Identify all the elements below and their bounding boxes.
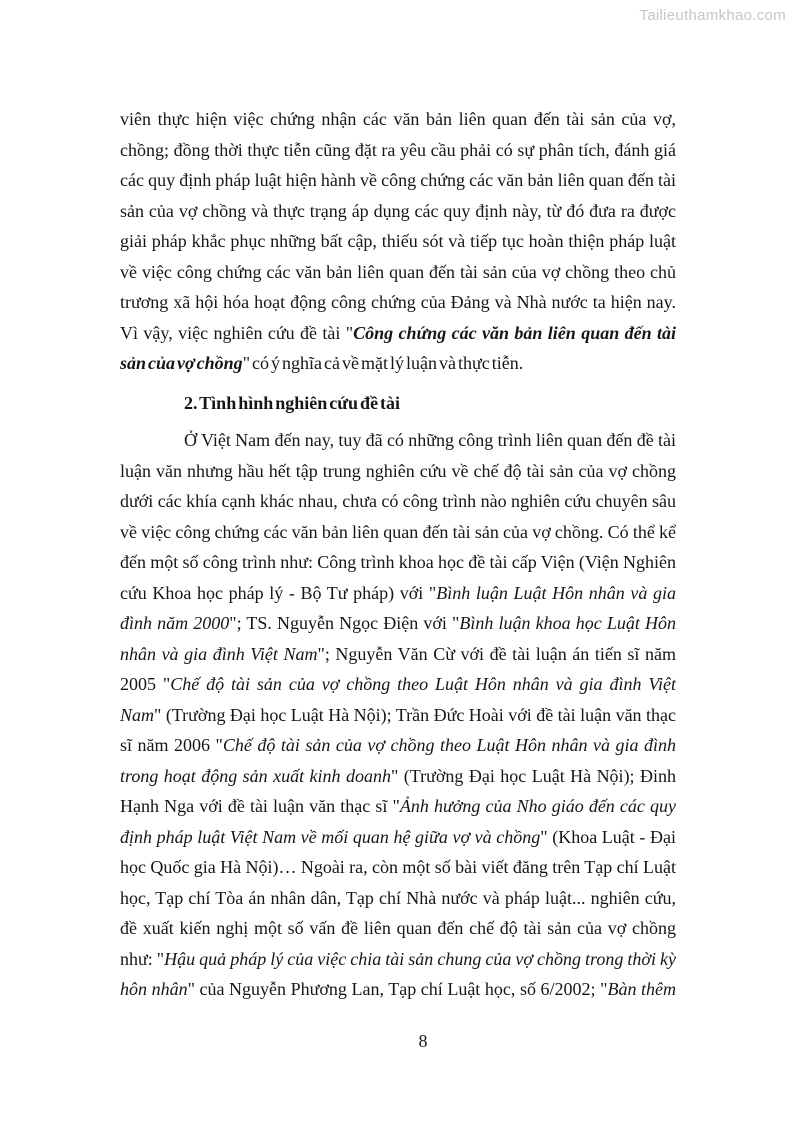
text-run: Ở Việt Nam đến nay, tuy đã có những công trình liên quan đến đề tài	[184, 430, 676, 450]
text-line	[120, 883, 676, 914]
section-heading-2	[120, 388, 676, 419]
text-run: Bàn thêm	[607, 979, 677, 999]
text-run: Công chứng các văn bản liên quan đến tài	[353, 322, 676, 343]
text-run: "; TS. Nguyễn Ngọc Điện với "	[229, 613, 460, 633]
page-number: 8	[418, 1031, 428, 1051]
text-line	[120, 517, 676, 548]
text-line	[120, 257, 676, 288]
text-line	[120, 425, 676, 456]
text-line	[120, 287, 676, 318]
text-run: luận văn nhưng hầu hết tập trung nghiên cứu về chế độ tài sản của vợ chồng	[120, 460, 676, 481]
text-run: "; Nguyễn Văn Cừ với đề tài luận án tiến sĩ năm	[317, 643, 676, 664]
text-run: sản của vợ chồng	[120, 353, 243, 373]
text-line	[120, 791, 676, 822]
text-run: Bình luận Luật Hôn nhân và gia	[436, 582, 676, 603]
text-run: trong hoạt động sản xuất kinh doanh	[120, 765, 391, 786]
text-line	[120, 486, 676, 517]
text-run: " (Trường Đại học Luật Hà Nội); Trần Đức Hoài với đề tài luận văn thạc	[154, 704, 676, 725]
text-line	[120, 165, 676, 196]
text-run: dưới các khía cạnh khác nhau, chưa có công trình nào nghiên cứu chuyên sâu	[120, 491, 676, 511]
text-line	[120, 761, 676, 792]
text-line	[120, 578, 676, 609]
text-line	[120, 913, 676, 944]
text-run: Vì vậy, việc nghiên cứu đề tài "	[120, 322, 354, 343]
text-run: Nam	[120, 704, 155, 725]
text-line	[120, 700, 676, 731]
text-line	[120, 730, 676, 761]
text-line	[120, 974, 676, 1005]
text-run: " (Khoa Luật - Đại	[540, 826, 676, 847]
text-run: " (Trường Đại học Luật Hà Nội); Đinh	[390, 765, 677, 786]
paragraph-intro	[120, 104, 676, 379]
text-run: Ảnh hưởng của Nho giáo đến các quy	[399, 796, 676, 816]
document-body	[120, 104, 676, 1005]
text-line	[120, 196, 676, 227]
text-run: Chế độ tài sản của vợ chồng theo Luật Hôn nhân và gia đình Việt	[170, 674, 676, 694]
page-footer	[0, 1031, 794, 1052]
text-run: viên thực hiện việc chứng nhận các văn bản liên quan đến tài sản của vợ,	[120, 109, 676, 129]
text-run: Hậu quả pháp lý của việc chia tài sản chung của vợ chồng trong thời kỳ	[164, 948, 676, 969]
text-run: đề xuất kiến nghị một số vấn đề liên quan đến chế độ tài sản của vợ chồng	[120, 918, 676, 938]
paragraph-literature-review	[120, 425, 676, 1005]
text-run: học, Tạp chí Tòa án nhân dân, Tạp chí Nhà nước và pháp luật... nghiên cứu,	[120, 887, 676, 908]
text-line	[120, 852, 676, 883]
text-line	[120, 348, 676, 379]
text-run: đến một số công trình như: Công trình khoa học đề tài cấp Viện (Viện Nghiên	[120, 552, 676, 572]
text-run: Bình luận khoa học Luật Hôn	[459, 613, 676, 633]
text-run: sĩ năm 2006 "	[120, 735, 223, 755]
text-line	[120, 669, 676, 700]
text-run: chồng; đồng thời thực tiễn cũng đặt ra yêu cầu phải có sự phân tích, đánh giá	[120, 139, 676, 160]
text-line	[120, 388, 676, 419]
text-run: Hạnh Nga với đề tài luận văn thạc sĩ "	[120, 796, 400, 816]
text-line	[120, 456, 676, 487]
text-run: 2. Tình hình nghiên cứu đề tài	[184, 392, 401, 413]
text-run: nhân và gia đình Việt Nam	[120, 643, 318, 664]
text-run: sản của vợ chồng và thực trạng áp dụng các quy định này, từ đó đưa ra được	[120, 200, 676, 221]
text-run: về việc công chứng các văn bản liên quan đến tài sản của vợ chồng theo chủ	[120, 261, 676, 282]
text-run: hôn nhân	[120, 979, 188, 999]
text-run: 2005 "	[120, 674, 171, 694]
text-line	[120, 822, 676, 853]
text-run: các quy định pháp luật hiện hành về công chứng các văn bản liên quan đến tài	[120, 170, 676, 190]
text-run: Chế độ tài sản của vợ chồng theo Luật Hôn nhân và gia đình	[222, 735, 676, 755]
text-run: định pháp luật Việt Nam về mối quan hệ giữa vợ và chồng	[120, 826, 541, 847]
text-run: " của Nguyễn Phương Lan, Tạp chí Luật học, số 6/2002; "	[187, 979, 608, 999]
text-run: giải pháp khắc phục những bất cập, thiếu sót và tiếp tục hoàn thiện pháp luật	[120, 231, 676, 251]
text-run: học Quốc gia Hà Nội)… Ngoài ra, còn một số bài viết đăng trên Tạp chí Luật	[120, 857, 676, 877]
text-line	[120, 547, 676, 578]
watermark: Tailieuthamkhao.com	[639, 7, 786, 24]
text-line	[120, 104, 676, 135]
text-line	[120, 608, 676, 639]
text-run: " có ý nghĩa cả về mặt lý luận và thực tiễn.	[242, 353, 524, 373]
text-line	[120, 944, 676, 975]
text-line	[120, 318, 676, 349]
text-run: về việc công chứng các văn bản liên quan đến tài sản của vợ chồng. Có thể kể	[120, 521, 676, 542]
text-line	[120, 226, 676, 257]
text-run: trương xã hội hóa hoạt động công chứng của Đảng và Nhà nước ta hiện nay.	[120, 292, 676, 312]
text-line	[120, 135, 676, 166]
text-run: cứu Khoa học pháp lý - Bộ Tư pháp) với "	[120, 582, 437, 603]
text-run: như: "	[120, 948, 165, 969]
text-run: đình năm 2000	[120, 613, 230, 633]
text-line	[120, 639, 676, 670]
